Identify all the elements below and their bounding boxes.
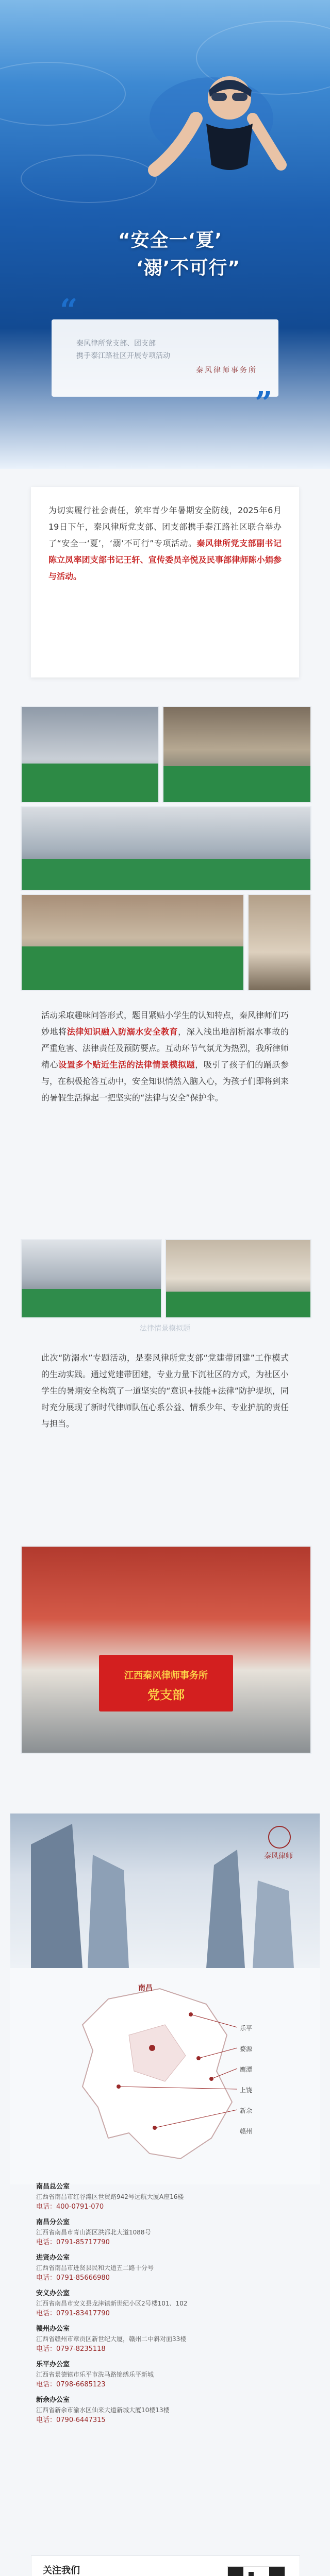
hero-meta-line1: 秦风律所党支部、团支部 [76, 340, 156, 348]
map-city-label: 乐平 [240, 2025, 253, 2032]
map-city-label: 新余 [240, 2107, 253, 2114]
activity-photo [248, 894, 311, 991]
water-ripple [0, 62, 126, 126]
firm-brand-name: 秦风律师 [264, 1852, 293, 1860]
activity-paragraph [41, 1007, 289, 1106]
activity-photo [21, 894, 244, 991]
office-name: 新余办公室 [36, 2396, 70, 2404]
firm-seal-icon [268, 1826, 291, 1849]
office-entry [36, 2253, 304, 2283]
office-phone[interactable]: 电话：0791-83417790 [36, 2310, 110, 2317]
close-quote-icon: ” [255, 385, 273, 421]
qr-code[interactable] [227, 2566, 285, 2576]
map-city-label: 婺源 [240, 2045, 253, 2053]
activity-photo [21, 806, 311, 891]
office-map [10, 1968, 320, 2184]
hero-meta [76, 337, 170, 362]
banner-line2: 党支部 [147, 1688, 185, 1702]
office-address: 江西省南昌市青山湖区洪都北大道1088号 [36, 2229, 151, 2236]
follow-us-card [31, 2555, 300, 2576]
office-address: 江西省景德镇市乐平市洗马路锦绣乐平新城 [36, 2371, 154, 2378]
map-city-label: 赣州 [240, 2128, 253, 2135]
intro-paragraph [31, 487, 299, 600]
group-photo [21, 1546, 311, 1754]
office-address: 江西省南昌市安义县龙津镇新世纪小区2号楼101、102 [36, 2300, 188, 2307]
swimmer-illustration [134, 41, 289, 206]
intro-text: 为切实履行社会责任，筑牢青少年暑期安全防线，2025年6月19日下午，秦风律所党支部、团支部携手泰江路社区联合举办了“安全一‘夏’，‘溺’不可行”专项活动。 [48, 505, 282, 548]
office-entry [36, 2289, 304, 2319]
office-phone[interactable]: 电话：0790-6447315 [36, 2416, 106, 2424]
office-address: 江西省新余市渝水区仙来大道新城大厦10楼13楼 [36, 2406, 170, 2414]
office-phone[interactable]: 电话：400-0791-070 [36, 2203, 104, 2211]
office-name: 进贤办公室 [36, 2254, 70, 2262]
banner-line1: 江西秦风律师事务所 [124, 1670, 208, 1681]
firm-brand-block [10, 1814, 320, 1968]
hero-title [77, 227, 263, 282]
activity-highlight: 设置多个贴近生活的法律情景模拟题 [58, 1060, 195, 1070]
activity-photo [165, 1239, 311, 1318]
activity-highlight: 法律知识融入防溺水安全教育 [67, 1027, 178, 1037]
party-banner [99, 1655, 233, 1711]
office-entry [36, 2360, 304, 2390]
office-name: 乐平办公室 [36, 2361, 70, 2368]
office-phone[interactable]: 电话：0797-8235118 [36, 2345, 106, 2353]
office-name: 安义办公室 [36, 2290, 70, 2297]
activity-photo [162, 706, 311, 803]
activity-text: ，深入浅出地剖析溺水事故的严重危害、法律责任及预防要点。互动环节气氛尤为热烈，我所律师精心 [41, 1027, 289, 1070]
photo-caption: 法律情景模拟题 [140, 1325, 190, 1333]
conclusion-paragraph: 此次“防溺水”专题活动，是秦风律所党支部“党建带团建”工作模式的生动实践。通过党建带团建，专业力量下沉社区的方式，为社区小学生的暑期安全构筑了一道坚实的“意识+技能+法律”防护堤坝，同时充分展现了新时代律师队伍心系公益、情系少年、专业护航的责任与担当。 [41, 1353, 289, 1429]
office-entry [36, 2217, 304, 2248]
activity-photo [21, 706, 159, 803]
follow-title: 关注我们 [43, 2565, 80, 2576]
office-entry [36, 2182, 304, 2212]
map-title: 南昌 [138, 1984, 153, 1992]
map-city-label: 鹰潭 [240, 2066, 253, 2073]
activity-text: ，吸引了孩子们的踊跃参与，在积极抢答互动中，安全知识悄然入脑入心，为孩子们即将到来的暑假生活撑起一把坚实的“法律与安全”保护伞。 [41, 1060, 289, 1103]
jiangxi-map-illustration [10, 1968, 320, 2184]
firm-logo: 秦风律师事务所 [196, 366, 257, 375]
office-entry [36, 2395, 304, 2426]
office-phone[interactable]: 电话：0791-85666980 [36, 2274, 110, 2282]
hero-title-line1: “安全一‘夏’ [118, 230, 222, 251]
hero-meta-line2: 携手泰江路社区开展专项活动 [76, 352, 170, 360]
map-city-label: 上饶 [240, 2087, 253, 2094]
office-phone[interactable]: 电话：0798-6685123 [36, 2381, 106, 2388]
office-contacts [36, 2182, 304, 2431]
office-address: 江西省南昌市进贤县民和大道五二路十分号 [36, 2264, 154, 2272]
hero-banner [0, 0, 330, 469]
qr-code-pattern [228, 2567, 285, 2576]
office-name: 南昌分公室 [36, 2218, 70, 2226]
office-address: 江西省赣州市章贡区新世纪大厦，赣州二中斜对面33楼 [36, 2335, 187, 2343]
hero-title-line2: ‘溺’不可行” [136, 258, 240, 279]
office-phone[interactable]: 电话：0791-85717790 [36, 2239, 110, 2246]
office-address: 江西省南昌市红谷滩区世贸路942号远航大厦A座16楼 [36, 2193, 184, 2200]
office-name: 赣州办公室 [36, 2325, 70, 2333]
intro-highlight: 秦风律所党支部副书记陈立凤率团支部书记王轩、宣传委员辛悦及民事部律师陈小娟参与活动。 [48, 538, 282, 581]
activity-photo [21, 1239, 162, 1318]
open-quote-icon: “ [60, 293, 78, 329]
activity-text: 活动采取趣味问答形式，题目紧贴小学生的认知特点，秦风律师们巧妙地将 [41, 1010, 289, 1037]
intro-card [31, 487, 299, 677]
office-entry [36, 2324, 304, 2354]
office-name: 南昌总公室 [36, 2183, 70, 2191]
